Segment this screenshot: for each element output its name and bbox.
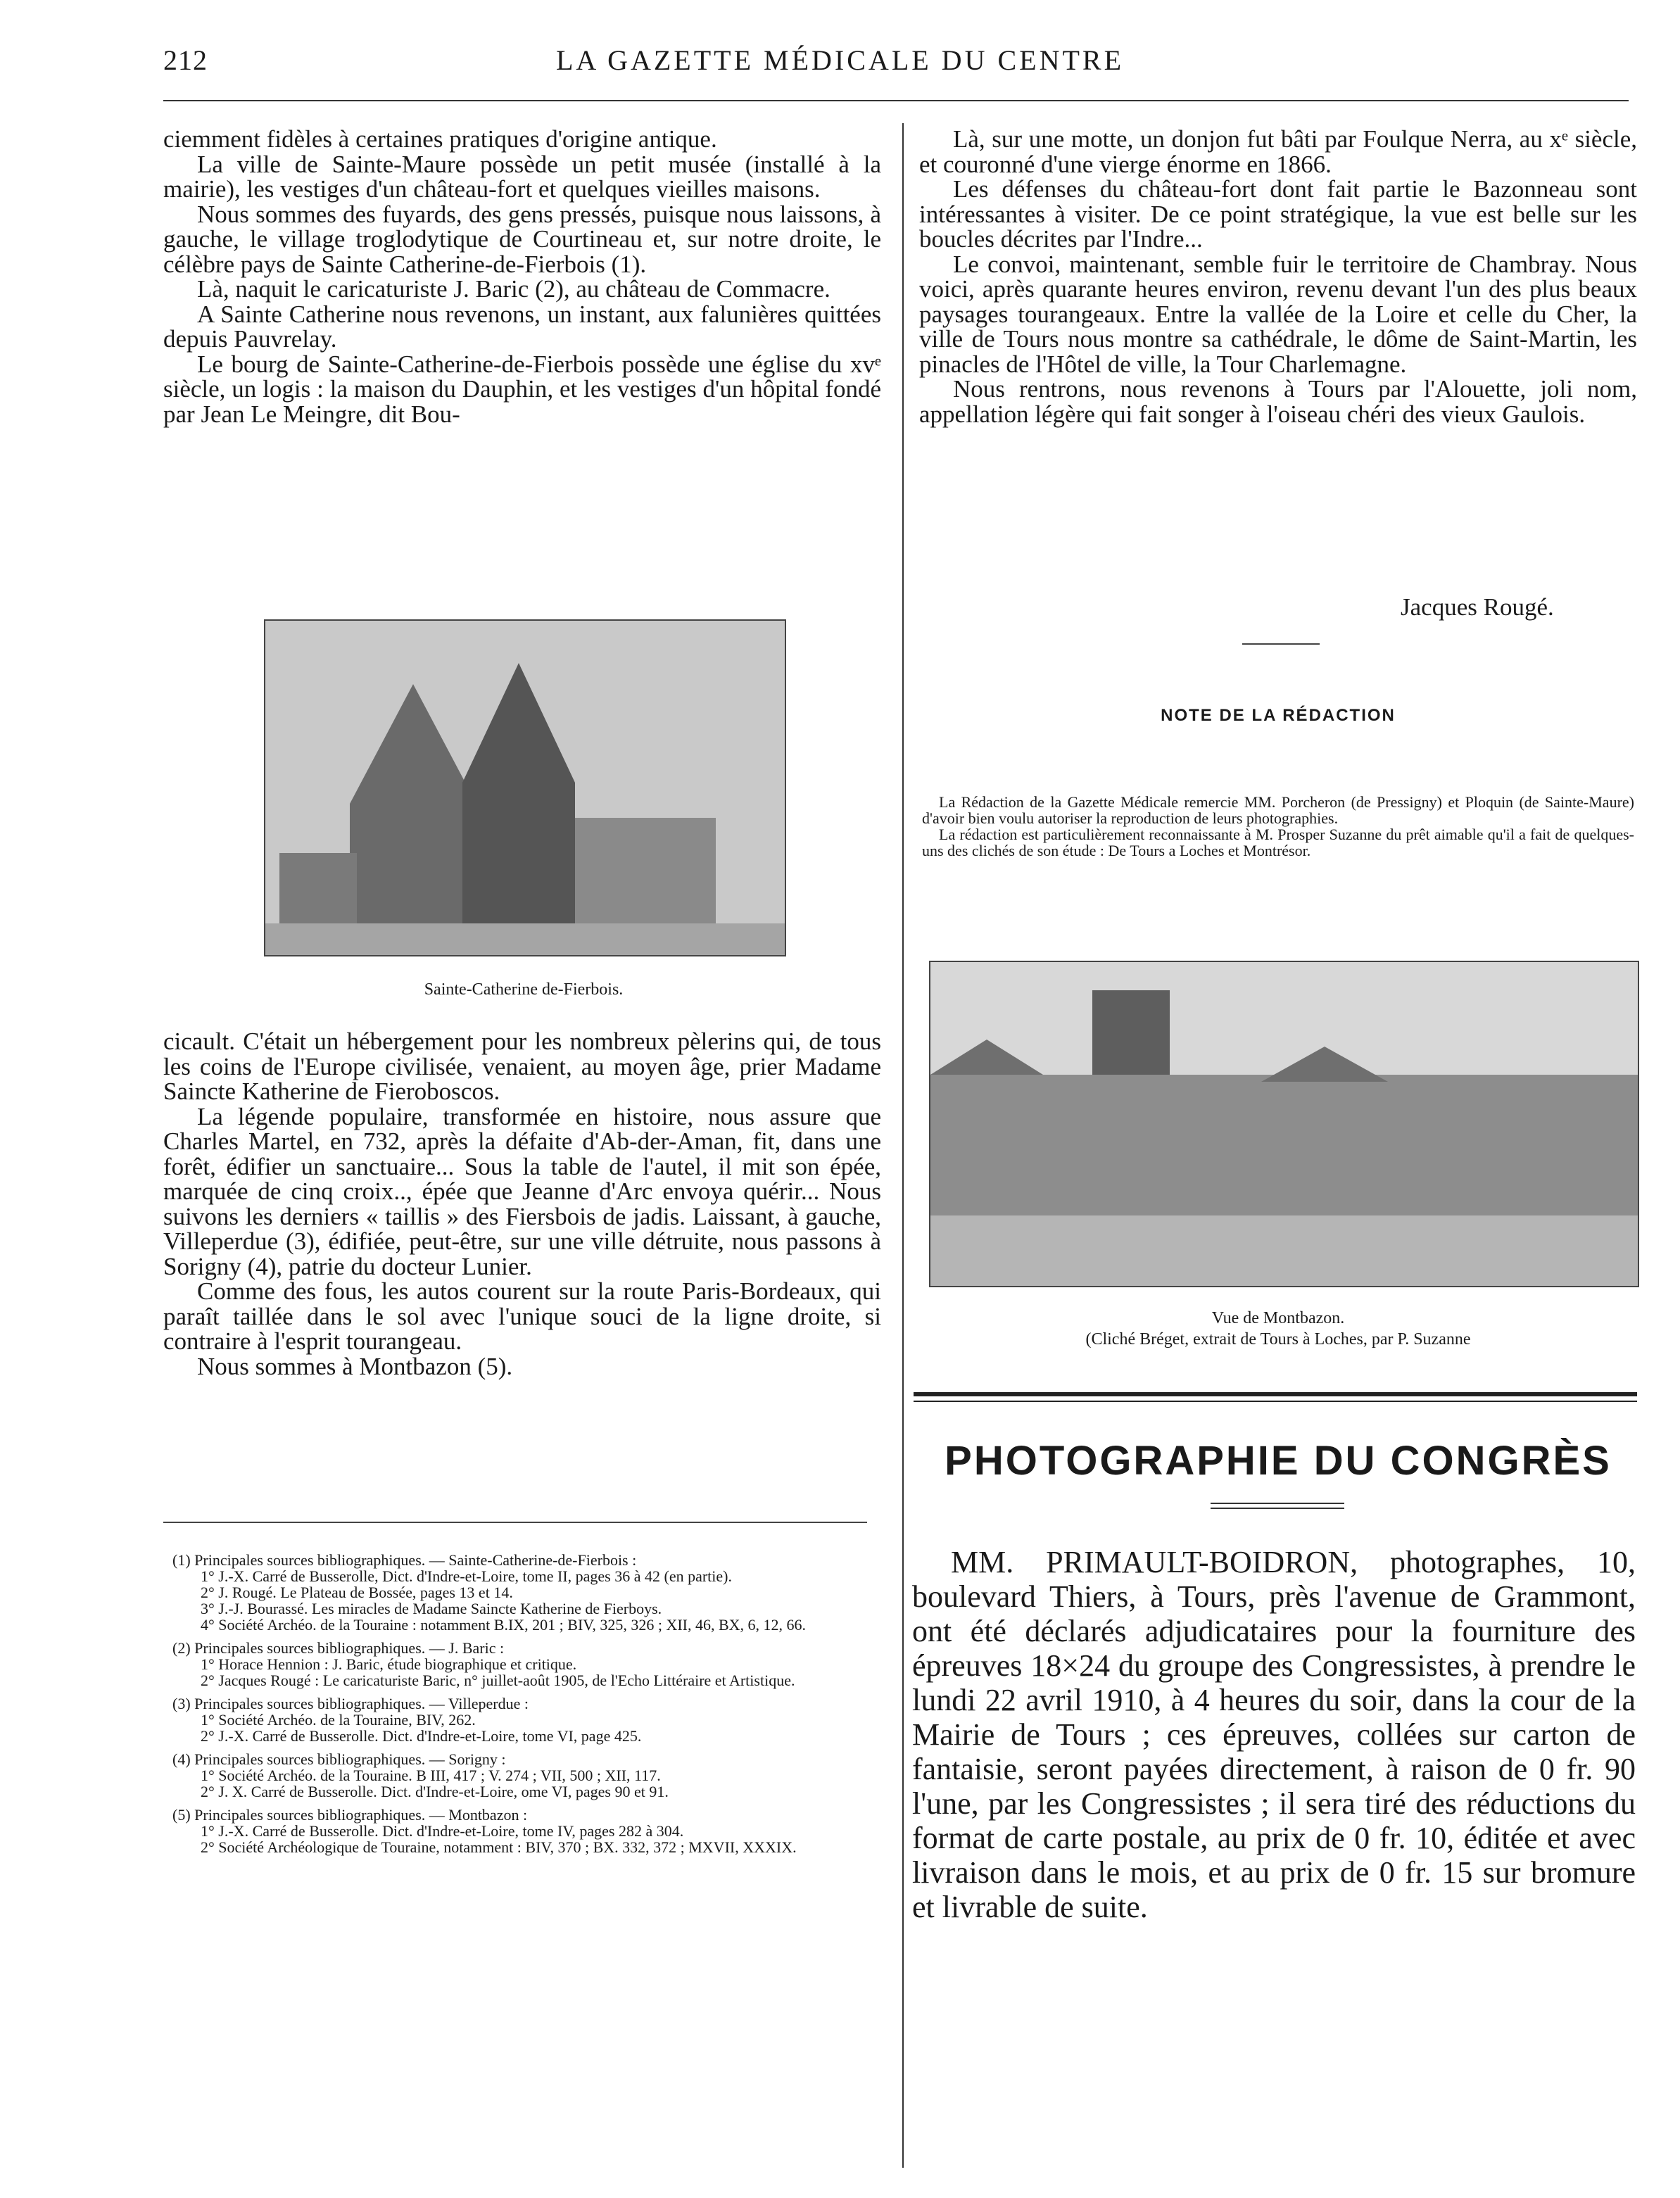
paragraph: La légende populaire, transformée en histoire, nous assure que Charles Martel, en 732, après la défaite d'Ab-der-Aman, fit, dans une forêt, édifier un sanctuaire... Sous la table de l'autel, il mit son épée, marquée de cinq croix.., épée que Jeanne d'Arc envoya quérir... Nous suivons les derniers « taillis » des Fiersbois de jadis. Laissant, à gauche, Villeperdue (3), édifiée, peut-être, sur une ville détruite, nous passons à Sorigny (4), patrie du docteur Lunier. bbox=[163, 1102, 881, 1280]
footnote-item: 2° Société Archéologique de Touraine, notamment : BIV, 370 ; BX. 332, 372 ; MXVII, XXXIX. bbox=[201, 1838, 797, 1856]
left-column-bottom bbox=[163, 1029, 881, 1379]
title-underline bbox=[1211, 1508, 1344, 1509]
paragraph: Le convoi, maintenant, semble fuir le territoire de Chambray. Nous voici, après quarante heures environ, revenu devant l'un des plus beaux paysages tourangeaux. Entre la vallée de la Loire et celle du Cher, la ville de Tours nous montre sa cathédrale, le dôme de Saint-Martin, les pinacles de l'Hôtel de ville, la Tour Charlemagne. bbox=[919, 250, 1637, 378]
footnote-item: 1° J.-X. Carré de Busserolle. Dict. d'Indre-et-Loire, tome IV, pages 282 à 304. bbox=[201, 1822, 684, 1840]
paragraph: Nous sommes à Montbazon (5). bbox=[197, 1352, 513, 1380]
footnote-item: 1° Société Archéo. de la Touraine, BIV, 262. bbox=[201, 1711, 476, 1729]
footnotes bbox=[172, 1545, 876, 1855]
paragraph: cicault. C'était un hébergement pour les nombreux pèlerins qui, de tous les coins de l'Europe civilisée, venaient, au moyen âge, prier Madame Saincte Katherine de Fieroboscos. bbox=[163, 1028, 881, 1105]
author-signature: Jacques Rougé. bbox=[1401, 593, 1554, 621]
paragraph: Nous rentrons, nous revenons à Tours par l'Alouette, joli nom, appellation légère qui fait songer à l'oiseau chéri des vieux Gaulois. bbox=[919, 375, 1637, 428]
paragraph: Comme des fous, les autos courent sur la route Paris-Bordeaux, qui paraît taillée dans le sol avec l'unique souci de la ligne droite, si contraire à l'esprit tourangeau. bbox=[163, 1277, 881, 1355]
footnote-item: 4° Société Archéo. de la Touraine : notamment B.IX, 201 ; BIV, 325, 326 ; XII, 46, BX, 6, 12, 66. bbox=[201, 1616, 807, 1634]
footnote-item: 2° Jacques Rougé : Le caricaturiste Baric, n° juillet-août 1905, de l'Echo Littéraire et Artistique. bbox=[201, 1672, 795, 1689]
section-rule-thin bbox=[914, 1401, 1637, 1402]
paragraph: A Sainte Catherine nous revenons, un instant, aux falunières quittées depuis Pauvrelay. bbox=[163, 300, 881, 353]
footnote-rule bbox=[163, 1522, 867, 1523]
paragraph: Nous sommes des fuyards, des gens pressés, puisque nous laissons, à gauche, le village troglodytique de Courtineau et, sur notre droite, le célèbre pays de Sainte Catherine-de-Fierbois (1). bbox=[163, 200, 881, 278]
footnote-item: 2° J.-X. Carré de Busserolle. Dict. d'Indre-et-Loire, tome VI, page 425. bbox=[201, 1727, 642, 1745]
church-engraving-image bbox=[264, 619, 786, 956]
footnote-heading: (3) Principales sources bibliographiques. — Villeperdue : bbox=[172, 1695, 529, 1712]
page-number: 212 bbox=[163, 44, 208, 76]
footnote-item: 1° Société Archéo. de la Touraine. B III, 417 ; V. 274 ; VII, 500 ; XII, 117. bbox=[201, 1767, 661, 1784]
journal-title: LA GAZETTE MÉDICALE DU CENTRE bbox=[555, 44, 1124, 76]
photo-caption-line2: (Cliché Bréget, extrait de Tours à Loches, par P. Suzanne bbox=[1085, 1330, 1471, 1349]
footnote-item: 2° J. X. Carré de Busserolle. Dict. d'Indre-et-Loire, ome VI, pages 90 et 91. bbox=[201, 1783, 669, 1800]
note-paragraph: La rédaction est particulièrement reconnaissante à M. Prosper Suzanne du prêt aimable qu'il a fait de quelques-uns des clichés de son étude : De Tours a Loches et Montrésor. bbox=[922, 826, 1634, 859]
photo-caption-line1: Vue de Montbazon. bbox=[1211, 1309, 1345, 1327]
paragraph: Là, sur une motte, un donjon fut bâti par Foulque Nerra, au xᵉ siècle, et couronné d'une vierge énorme en 1866. bbox=[919, 125, 1637, 178]
note-body bbox=[922, 794, 1634, 859]
montbazon-photo bbox=[929, 961, 1639, 1287]
paragraph: La ville de Sainte-Maure possède un petit musée (installé à la mairie), les vestiges d'un château-fort et quelques vieilles maisons. bbox=[163, 150, 881, 203]
footnote-item: 3° J.-J. Bourassé. Les miracles de Madame Saincte Katherine de Fierboys. bbox=[201, 1600, 662, 1617]
footnote-heading: (1) Principales sources bibliographiques. — Sainte-Catherine-de-Fierbois : bbox=[172, 1551, 637, 1569]
section-separator bbox=[1242, 643, 1320, 645]
footnote-item: 1° Horace Hennion : J. Baric, étude biographique et critique. bbox=[201, 1655, 577, 1673]
title-underline bbox=[1211, 1503, 1344, 1504]
right-column-top bbox=[919, 127, 1637, 427]
footnote-heading: (4) Principales sources bibliographiques. — Sorigny : bbox=[172, 1750, 506, 1768]
paragraph: Là, naquit le caricaturiste J. Baric (2), au château de Commacre. bbox=[197, 275, 830, 303]
footnote-heading: (5) Principales sources bibliographiques. — Montbazon : bbox=[172, 1806, 528, 1824]
note-title: NOTE DE LA RÉDACTION bbox=[1161, 706, 1396, 725]
section-rule-thick bbox=[914, 1392, 1637, 1396]
photo-paragraph: MM. PRIMAULT-BOIDRON, photographes, 10, boulevard Thiers, à Tours, près l'avenue de Grammont, ont été déclarés adjudicataires pour la fourniture des épreuves 18×24 du groupe des Congressistes, à prendre le lundi 22 avril 1910, à 4 heures du soir, dans la cour de la Mairie de Tours ; ces épreuves, collées sur carton de fantaisie, seront payées directement, à raison de 0 fr. 90 l'une, par les Congressistes ; il sera tiré des réductions du format de carte postale, au prix de 0 fr. 10, éditée et avec livraison dans le mois, et au prix de 0 fr. 15 sur bromure et livrable de suite. bbox=[912, 1545, 1636, 1924]
photo-section-title: PHOTOGRAPHIE DU CONGRÈS bbox=[945, 1438, 1612, 1484]
column-divider bbox=[902, 123, 904, 2168]
paragraph: Le bourg de Sainte-Catherine-de-Fierbois possède une église du xvᵉ siècle, un logis : la maison du Dauphin, et les vestiges d'un hôpital fondé par Jean Le Meingre, dit Bou- bbox=[163, 350, 881, 428]
photo-section-body bbox=[912, 1545, 1636, 1924]
paragraph: Les défenses du château-fort dont fait partie le Bazonneau sont intéressantes à visiter. De ce point stratégique, la vue est belle sur les boucles décrites par l'Indre... bbox=[919, 175, 1637, 253]
footnote-item: 1° J.-X. Carré de Busserolle, Dict. d'Indre-et-Loire, tome II, pages 36 à 42 (en partie). bbox=[201, 1567, 732, 1585]
image-caption: Sainte-Catherine de-Fierbois. bbox=[424, 980, 624, 999]
paragraph: ciemment fidèles à certaines pratiques d'origine antique. bbox=[163, 125, 717, 153]
header-rule bbox=[163, 100, 1629, 101]
left-column-top bbox=[163, 127, 881, 427]
footnote-heading: (2) Principales sources bibliographiques. — J. Baric : bbox=[172, 1639, 505, 1657]
footnote-item: 2° J. Rougé. Le Plateau de Bossée, pages 13 et 14. bbox=[201, 1584, 513, 1601]
note-paragraph: La Rédaction de la Gazette Médicale remercie MM. Porcheron (de Pressigny) et Ploquin (de Sainte-Maure) d'avoir bien voulu autoriser la reproduction de leurs photographies. bbox=[922, 793, 1634, 827]
